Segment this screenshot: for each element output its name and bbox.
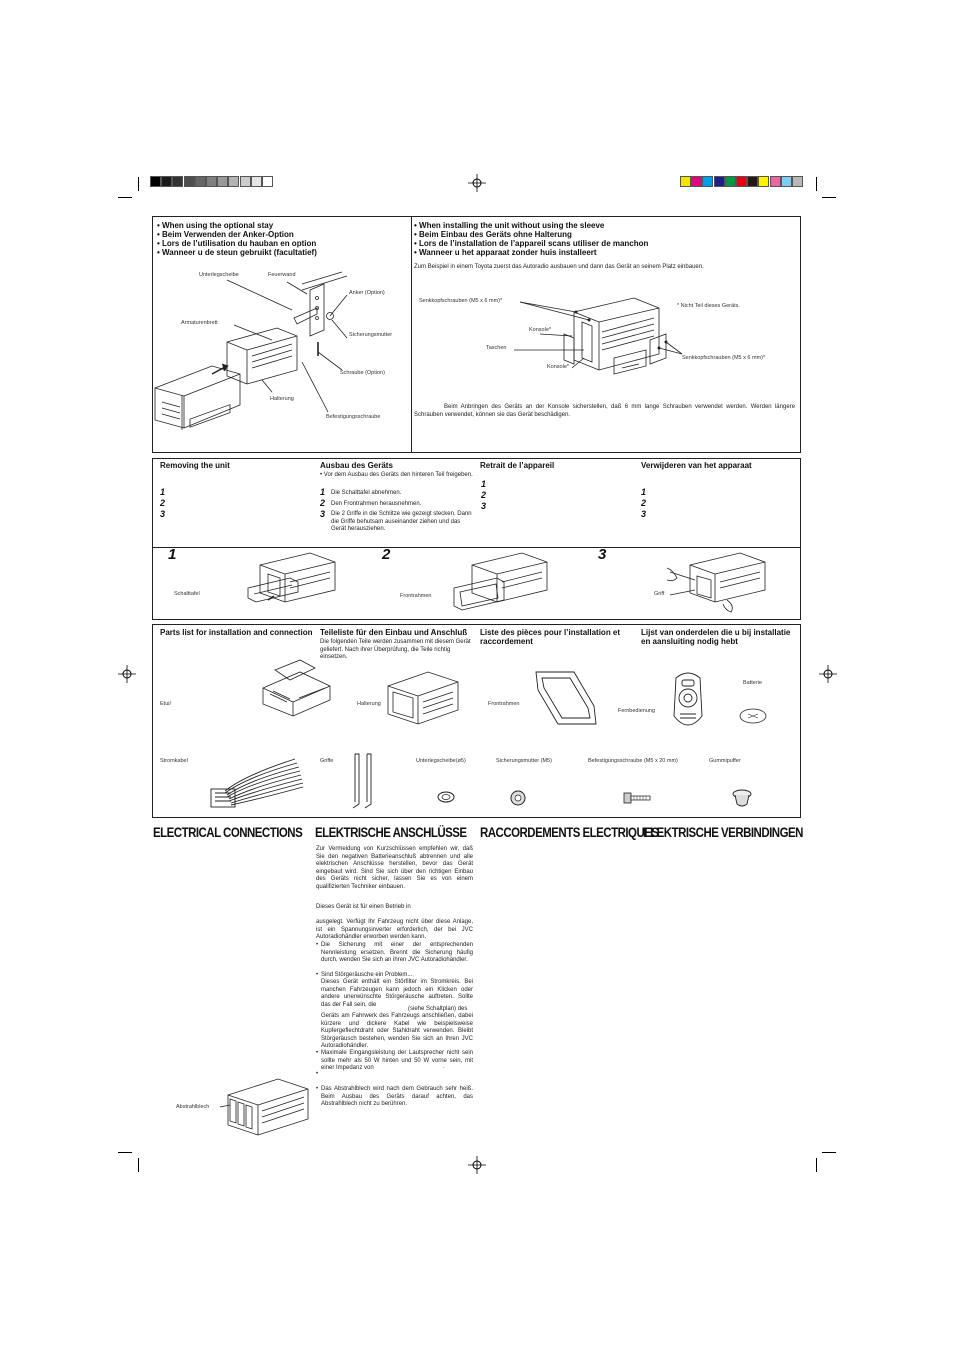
stay-headers: [157, 221, 407, 257]
step-number: 2: [160, 498, 166, 508]
step-number: 1: [481, 479, 487, 489]
rubber-cushion-illustration: [730, 786, 754, 810]
mount-screw-illustration: [622, 788, 652, 808]
color-swatch: [781, 176, 792, 187]
figure-remove-frame: [452, 550, 562, 615]
color-swatch: [792, 176, 803, 187]
color-swatch: [262, 176, 273, 187]
de-step-3: Die 2 Griffe in die Schlitze wie gezeigt stecken. Dann die Griffe behutsam auseinander ziehen und das Gerät herausziehen.: [331, 511, 472, 532]
removing-header-en: Removing the unit: [160, 461, 230, 470]
step-number: 1: [160, 487, 166, 497]
color-swatch: [691, 176, 702, 187]
nosleeve-illustration: [414, 292, 799, 392]
trim-illustration: [522, 668, 602, 728]
remote-illustration: [668, 668, 708, 738]
sleeve-illustration: [383, 666, 463, 726]
label-flat-screws-left: Senkkopfschrauben (M5 x 6 mm)*: [419, 298, 503, 304]
step-number: 3: [481, 501, 487, 511]
nosleeve-intro: Zum Beispiel in einem Toyota zuerst das Autoradio ausbauen und dann das Gerät an seinem Platz einbauen.: [414, 264, 704, 270]
label-not-part: * Nicht Teil dieses Geräts.: [677, 303, 740, 309]
section-heading-de: ELEKTRISCHE ANSCHLÜSSE: [315, 825, 467, 840]
step-number: 2: [320, 498, 326, 508]
registration-mark-right: [819, 665, 837, 683]
parts-de-intro: Die folgenden Teile werden zusammen mit diesem Gerät geliefert. Nach ihrer Überprüfung, die Teile richtig einsetzen.: [320, 639, 471, 660]
electrical-para1: Zur Vermeidung von Kurzschlüssen empfehlen wir, daß Sie den negativen Batterieanschluß abtrennen und alle elektrischen Anschlüsse herstellen, bevor das Gerät eingebaut wird. Sind Sie sich über den richtigen Einbau des Geräts nicht sicher, lassen Sie es von einem qualifizierten Techniker einbauen.: [316, 846, 473, 890]
electrical-bullet-noise-text: Dieses Gerät enthält ein Störfilter im Stromkreis. Bei manchen Fahrzeugen kann jedoch ein Klicken oder andere unerwünschte Störgeräusche auftreten. Sollte das der Fall sein, die: [321, 979, 473, 1008]
color-swatch: [206, 176, 217, 187]
label-dashboard: Armaturenbrett: [181, 320, 218, 326]
label-frame: Frontrahmen: [400, 593, 432, 599]
registration-mark-bottom: [468, 1156, 486, 1174]
nosleeve-header-de: • Beim Einbau des Geräts ohne Halterung: [414, 230, 572, 239]
registration-mark-left: [118, 665, 136, 683]
color-swatch: [770, 176, 781, 187]
registration-mark-top: [468, 174, 486, 192]
section-heading-fr: RACCORDEMENTS ELECTRIQUES: [480, 825, 659, 840]
color-swatch: [161, 176, 172, 187]
power-cord-illustration: [205, 755, 305, 815]
color-swatch: [184, 176, 195, 187]
removing-de-intro: • Vor dem Ausbau des Geräts den hinteren Teil freigeben.: [320, 472, 473, 478]
bullet: •: [316, 1086, 319, 1092]
electrical-para2: Dieses Gerät ist für einen Betrieb in: [316, 904, 411, 910]
case-illustration: [255, 658, 335, 720]
electrical-para3: ausgelegt. Verfügt Ihr Fahrzeug nicht über diese Anlage, ist ein Spannungsinverter erforderlich, der bei JVC Autoradiohändler erworben werden kann.: [316, 919, 473, 940]
lock-nut-illustration: [508, 788, 528, 808]
color-swatch: [758, 176, 769, 187]
nosleeve-header-en: • When installing the unit without using the sleeve: [414, 221, 605, 230]
color-swatch: [714, 176, 725, 187]
stay-header-fr: • Lors de l’utilisation du hauban en option: [157, 239, 317, 248]
label-washer: Unterlegscheibe: [199, 272, 239, 278]
stay-installation-illustration: [152, 270, 407, 450]
color-swatch: [736, 176, 747, 187]
color-swatch: [217, 176, 228, 187]
speaker-period: .: [443, 1064, 445, 1070]
color-swatch: [725, 176, 736, 187]
removing-header-de: Ausbau des Geräts: [320, 461, 393, 470]
step-number: 3: [641, 509, 647, 519]
color-swatch: [702, 176, 713, 187]
label-cord: Stromkabel: [160, 758, 188, 764]
removing-divider: [153, 547, 800, 548]
electrical-bullet-speakers: Maximale Eingangsleistung der Lautsprecher nicht sein sollte mehr als 50 W hinten und 50 W vorne sein, mit einer Impedanz von: [321, 1050, 473, 1071]
parts-header-fr: Liste des pièces pour l’installation et raccordement: [480, 628, 621, 646]
bullet: •: [316, 1050, 319, 1056]
nosleeve-header-nl: • Wanneer u het apparaat zonder huis installeert: [414, 248, 597, 257]
color-swatch: [251, 176, 262, 187]
color-swatch: [680, 176, 691, 187]
step-number: 1: [641, 487, 647, 497]
removing-header-fr: Retrait de l’appareil: [480, 461, 555, 470]
nosleeve-header-fr: • Lors de l’installation de l’appareil scans utiliser de manchon: [414, 239, 649, 248]
label-trim: Frontrahmen: [488, 701, 520, 707]
parts-header-nl: Lijst van onderdelen die u bij installatie en aansluiting nodig hebt: [641, 628, 791, 646]
label-screw: Schraube (Option): [340, 370, 385, 376]
bullet: •: [316, 972, 319, 978]
label-bracket: Halterung: [270, 396, 294, 402]
label-console-top: Konsole*: [529, 327, 552, 333]
stay-header-de: • Beim Verwenden der Anker-Option: [157, 230, 294, 239]
label-mount-screw-part: Befestigungsschraube (M5 x 20 mm): [588, 758, 678, 764]
electrical-bullet-noise-ref: (siehe Schaltplan) des: [408, 1006, 468, 1012]
parts-header-de: Teileliste für den Einbau und Anschluß: [320, 628, 468, 637]
washer-illustration: [436, 790, 456, 804]
step-number: 3: [320, 509, 326, 519]
label-remote: Fernbedienung: [618, 708, 656, 714]
stay-header-en: • When using the optional stay: [157, 221, 274, 230]
divider: [411, 217, 412, 452]
heat-sink-illustration: [218, 1075, 313, 1147]
figure-number: 1: [168, 546, 177, 563]
electrical-bullet-heatsink: Das Abstrahlblech wird nach dem Gebrauch sehr heiß. Beim Ausbau des Geräts darauf achten, das Abstrahlblech nicht zu berühren.: [321, 1086, 473, 1107]
step-number: 2: [641, 498, 647, 508]
parts-header-en: Parts list for installation and connection: [160, 628, 313, 637]
step-number: 1: [320, 487, 326, 497]
label-handles: Griffe: [320, 758, 334, 764]
figure-remove-handle: [665, 550, 775, 615]
electrical-bullet-noise-title: Sind Störgeräusche ein Problem...: [321, 972, 413, 978]
label-mount-screw: Befestigungsschraube: [326, 414, 381, 420]
electrical-bullet-noise-cont: Geräts am Fahrwerk des Fahrzeugs anschließen, dabei kürzere und dickere Kabel wie beispielsweise Kupfergeflechtdraht oder Stahldraht verwenden. Bleibt Störgeräusch bestehen, wenden Sie sich an Ihren JVC Autoradiohändler.: [321, 1013, 473, 1049]
figure-remove-panel: [240, 550, 350, 615]
stay-header-nl: • Wanneer u de steun gebruikt (facultatief): [157, 248, 317, 257]
color-swatch: [150, 176, 161, 187]
label-handle: Griff: [654, 591, 665, 597]
label-console-bottom: Konsole*: [547, 364, 570, 370]
color-swatch: [240, 176, 251, 187]
label-panel: Schalttafel: [174, 591, 200, 597]
color-swatch: [172, 176, 183, 187]
electrical-bullet-fuse: Die Sicherung mit einer der entsprechenden Nennleistung ersetzen. Brennt die Sicherung häufig durch, wenden Sie sich an ihren JVC Autoradiohändler.: [321, 942, 473, 963]
label-heat-sink: Abstrahlblech: [176, 1104, 210, 1110]
de-step-2: Den Frontrahmen herausnehmen.: [331, 501, 422, 507]
nosleeve-headers: [414, 221, 799, 257]
label-pockets: Taschen: [486, 345, 507, 351]
bullet: •: [316, 942, 319, 948]
label-lock-nut-part: Sicherungsmutter (M5): [496, 758, 552, 764]
color-swatch: [195, 176, 206, 187]
step-number: 3: [160, 509, 166, 519]
figure-number: 3: [598, 546, 607, 563]
label-firewall: Feuerwand: [268, 272, 296, 278]
label-case: Etui/: [160, 701, 172, 707]
step-number: 2: [481, 490, 487, 500]
nosleeve-note: Beim Anbringen des Geräts an der Konsole sicherstellen, daß 6 mm lange Schrauben verwendet werden. Werden längere Schrauben verwendet, können sie das Gerät beschädigen.: [414, 404, 795, 418]
removing-header-nl: Verwijderen van het apparaat: [641, 461, 752, 470]
de-step-1: Die Schalttafel abnehmen.: [331, 490, 402, 496]
handles-illustration: [347, 752, 387, 812]
label-anchor: Anker (Option): [349, 290, 385, 296]
section-heading-nl: ELEKTRISCHE VERBINDINGEN: [643, 825, 803, 840]
color-swatch: [747, 176, 758, 187]
label-lock-nut: Sicherungsmutter: [349, 332, 393, 338]
label-battery: Batterie: [743, 680, 762, 686]
figure-number: 2: [382, 546, 391, 563]
label-sleeve: Halterung: [357, 701, 381, 707]
label-flat-screws-right: Senkkopfschrauben (M5 x 6 mm)*: [682, 355, 766, 361]
bullet: •: [316, 1071, 319, 1077]
battery-illustration: [738, 706, 768, 726]
label-washer-part: Unterlegscheibe(ø5): [416, 758, 466, 764]
color-swatch: [228, 176, 239, 187]
section-heading-en: ELECTRICAL CONNECTIONS: [153, 825, 303, 840]
label-rubber: Gummipuffer: [709, 758, 741, 764]
